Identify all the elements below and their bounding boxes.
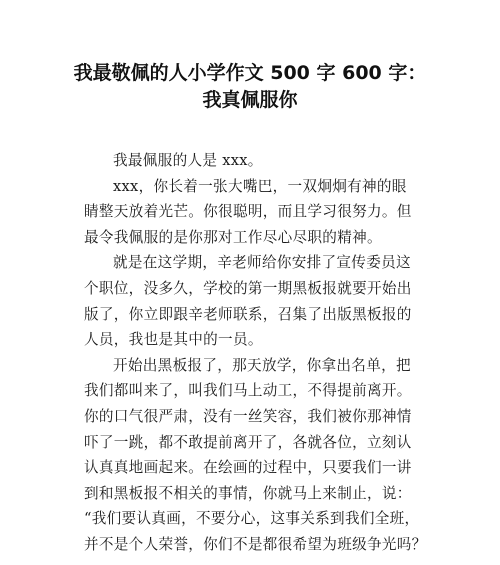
paragraph-4 <box>84 353 434 558</box>
paragraph-1 <box>84 148 434 174</box>
text-line: 我最佩服的人是 xxx。 <box>113 152 263 169</box>
text-line: 开始出黑板报了，那天放学，你拿出名单，把 <box>113 356 411 374</box>
text-line: 并不是个人荣誉，你们不是都很希望为班级争光吗？ <box>84 535 427 553</box>
text-line: 最令我佩服的是你那对工作尽心尽职的精神。 <box>84 228 382 246</box>
title-line-1: 我最敬佩的人小学作文 500 字 600 字： <box>73 62 427 84</box>
text-line: 个职位，没多久，学校的第一期黑板报就要开始出 <box>84 279 412 297</box>
text-line: 到和黑板报不相关的事情，你就马上来制止，说： <box>84 484 412 502</box>
text-line: 就是在这学期，辛老师给你安排了宣传委员这 <box>113 254 411 272</box>
document-title <box>0 60 500 114</box>
title-line-2: 我真佩服你 <box>202 89 298 111</box>
text-line: 睛整天放着光芒。你很聪明，而且学习很努力。但 <box>84 203 412 221</box>
text-line: xxx，你长着一张大嘴巴，一双炯炯有神的眼 <box>113 177 407 195</box>
text-line: 我们都叫来了，叫我们马上动工，不得提前离开。 <box>84 382 412 400</box>
text-line: 认真真地画起来。在绘画的过程中，只要我们一讲 <box>84 459 412 477</box>
text-line: “我们要认真画，不要分心，这事关系到我们全班， <box>84 510 420 528</box>
text-line: 吓了一跳，都不敢提前离开了，各就各位，立刻认 <box>84 433 412 451</box>
document-body <box>84 148 434 558</box>
text-line: 你的口气很严肃，没有一丝笑容，我们被你那神情 <box>84 407 412 425</box>
text-line: 版了，你立即跟辛老师联系，召集了出版黑板报的 <box>84 305 412 323</box>
text-line: 人员，我也是其中的一员。 <box>84 331 263 349</box>
paragraph-2 <box>84 174 434 251</box>
paragraph-3 <box>84 250 434 352</box>
